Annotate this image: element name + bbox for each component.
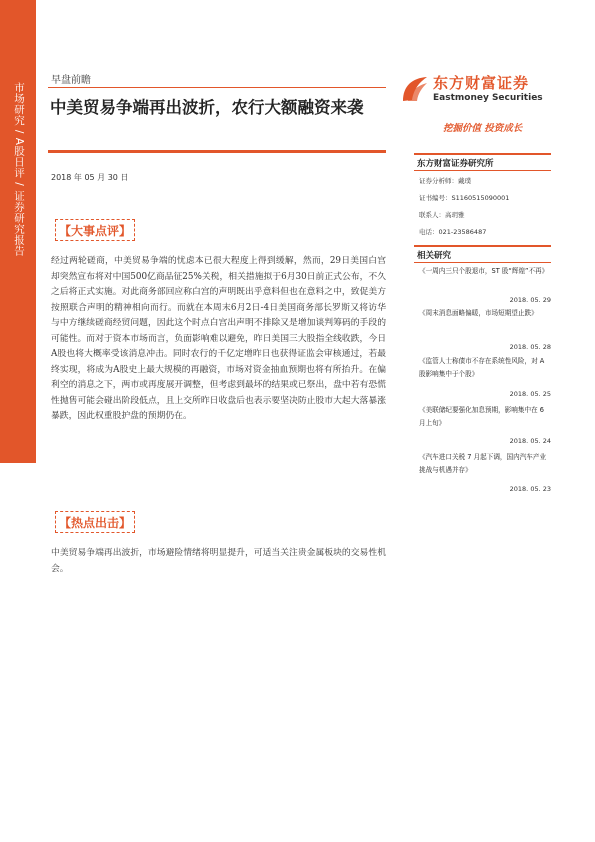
logo-mark-icon xyxy=(400,74,430,104)
related-item-title[interactable]: 《监管人士称债市不存在系统性风险，对 A 股影响集中于个股》 xyxy=(419,357,545,378)
related-item-title[interactable]: 《一周内三只个股退市，ST 股“辉煌”不再》 xyxy=(419,267,549,275)
related-item-title[interactable]: 《美联储纪要强化加息预期，影响集中在 6 月上旬》 xyxy=(419,406,544,427)
related-item-date: 2018. 05. 28 xyxy=(509,343,551,351)
divider xyxy=(414,262,551,263)
section-title: 【大事点评】 xyxy=(58,224,131,238)
divider xyxy=(414,170,551,171)
divider xyxy=(48,150,386,153)
report-title: 中美贸易争端再出波折，农行大额融资来袭 xyxy=(50,98,364,117)
divider xyxy=(414,245,551,247)
contact: 联系人：高玥雅 xyxy=(419,211,465,219)
analyst: 证券分析师：戴璞 xyxy=(419,177,471,185)
events-paragraph: 经过两轮磋商，中美贸易争端的忧虑本已很大程度上得到缓解，然而，29日美国白宫却突然宣布将对中国500亿商品征25%关税，相关措施拟于6月30日前正式公布，不久之后将正式实施。对此商务部回应称白宫的声明既出乎意料但也在意料之中，致促美方按照联合声明的精神相向而行。而就在本周末6月2日-4日美国商务部长罗斯又将访华与中方继续磋商经贸问题，因此这个时点白宫出声明不排除又是增加谈判筹码的手段的可能性。而对于资本市场而言，负面影响难以避免，昨日美国三大股指全线收跌，今日A股也将大概率受该消息冲击。同时农行的千亿定增昨日也获得证监会审核通过，若最终实现，将成为A股史上最大规模的再融资，市场对资金抽血预期也将有所抬升。在偏利空的消息之下，两市或再度展开调整，但考虑到最坏的结果或已祭出，盘中若有恐慌性抛售可能会碰出阶段低点，且上交所昨日收盘后也表示要坚决防止股市大起大落暴涨暴跌，因此权重股护盘的预期仍在。 xyxy=(51,256,386,421)
report-category: 早盘前瞻 xyxy=(51,75,91,86)
related-header: 相关研究 xyxy=(417,251,452,261)
related-item-title[interactable]: 《周末消息面略偏暖，市场短期望止跌》 xyxy=(419,309,538,317)
report-date: 2018 年 05 月 30 日 xyxy=(51,173,129,182)
related-item-date: 2018. 05. 24 xyxy=(509,437,551,445)
related-item-title[interactable]: 《汽车进口关税 7 月起下调，国内汽车产业挑战与机遇并存》 xyxy=(419,453,547,474)
phone: 电话：021-23586487 xyxy=(419,228,487,236)
institute-header: 东方财富证券研究所 xyxy=(417,159,494,169)
sidebar-label: 市场研究 / A股日评 / 证券研究报告 xyxy=(13,82,25,257)
hot-paragraph: 中美贸易争端再出波折，市场避险情绪将明显提升，可适当关注贵金属板块的交易性机会。 xyxy=(51,548,386,574)
cert-number: 证书编号：S1160515090001 xyxy=(419,194,510,202)
related-item-date: 2018. 05. 25 xyxy=(509,390,551,398)
section-heading-hot xyxy=(55,511,135,533)
brand-name-en: Eastmoney Securities xyxy=(433,93,543,103)
divider xyxy=(414,153,551,155)
brand-slogan: 挖掘价值 投资成长 xyxy=(443,123,523,134)
related-item-date: 2018. 05. 29 xyxy=(509,296,551,304)
brand-name-cn: 东方财富证券 xyxy=(433,74,530,92)
section-title: 【热点出击】 xyxy=(58,516,131,530)
sidebar-band xyxy=(0,0,36,463)
divider xyxy=(48,87,386,88)
related-item-date: 2018. 05. 23 xyxy=(509,485,551,493)
section-heading-events xyxy=(55,219,135,241)
brand-logo xyxy=(400,72,550,112)
